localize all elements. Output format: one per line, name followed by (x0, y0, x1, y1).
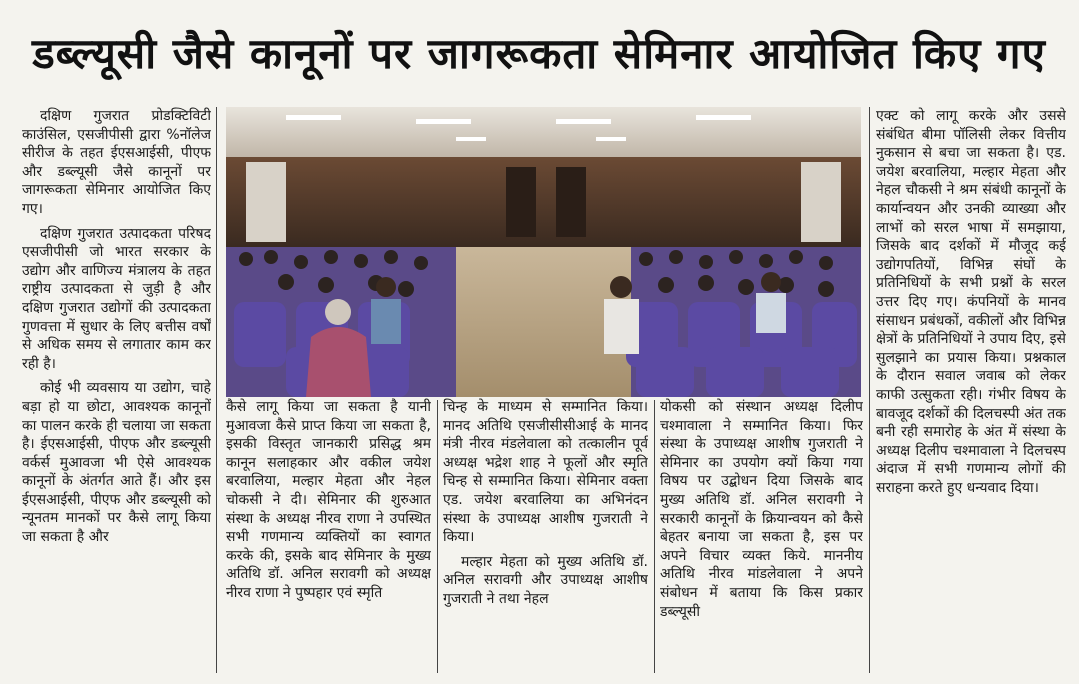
column-divider-left (216, 107, 217, 673)
column-divider-right (869, 107, 870, 673)
col4-paragraph-1: योकसी को संस्थान अध्यक्ष दिलीप चश्मावाला ने सम्मानित किया। फिर संस्था के उपाध्यक्ष आशीष गुजराती ने सेमिनार का उपयोग क्यों किया गया विषय पर उद्बोधन दिया जिसके बाद मुख्य अतिथि डॉ. अनिल सरावगी ने सरकारी कानूनों के क्रियान्वयन को कैसे बेहतर बनाया जा सकता है, इस पर अपने विचार व्यक्त किये. माननीय अतिथि नीरव मांडलेवाला ने अपने संबोधन में बताया कि किस प्रकार डब्ल्यूसी (660, 399, 863, 620)
col3-paragraph-1: चिन्ह के माध्यम से सम्मानित किया। मानद अतिथि एसजीसीसीआई के मानद मंत्री नीरव मंडलेवाला को तत्कालीन पूर्व अध्यक्ष भद्रेश शाह ने फूलों और स्मृति चिन्ह से सम्मानित किया। सेमिनार वक्ता एड. जयेश बरवालिया का अभिनंदन संस्था के उपाध्यक्ष आशीष गुजराती ने किया। (443, 399, 648, 546)
col1-paragraph-2: दक्षिण गुजरात उत्पादकता परिषद एसजीपीसी जो भारत सरकार के उद्योग और वाणिज्य मंत्रालय के तहत राष्ट्रीय उत्पादकता से जुड़ी है और दक्षिण गुजरात उद्योगों की उत्पादकता गुणवत्ता में सुधार के लिए बत्तीस वर्षों से अधिक समय से लगातार काम कर रही है। (22, 225, 211, 372)
article-column-4 (660, 398, 863, 673)
col5-paragraph-1: एक्ट को लागू करके और उससे संबंधित बीमा पॉलिसी लेकर वित्तीय नुकसान से बचा जा सकता है। एड. जयेश बरवालिया, मल्हार मेहता और नेहल चौकसी ने श्रम संबंधी कानूनों के कार्यान्वयन और उनकी व्याख्या और लाभों को सरल भाषा में समझाया, जिसके बाद दर्शकों में मौजूद कई उद्योगपतियों, विभिन्न संघों के प्रतिनिधियों के सभी प्रश्नों के सरल उत्तर दिए गए। कंपनियों के मानव संसाधन प्रबंधकों, वकीलों और विभिन्न क्षेत्रों के प्रतिनिधियों ने उपाय दिए, इसे सुलझाने का प्रयास किया। प्रश्नकाल के दौरान सवाल जवाब को लेकर काफी उत्सुकता रही। गंभीर विषय के बावजूद दर्शकों की दिलचस्पी अंत तक बनी रही समारोह के अंत में संस्था के अध्यक्ष दिलीप चश्मावाला ने दिलचस्प अंदाज में सभी गणमान्य लोगों की सराहना करते हुए धन्यवाद दिया। (876, 108, 1066, 496)
article-column-5 (876, 107, 1066, 673)
col1-paragraph-1: दक्षिण गुजरात प्रोडक्टिविटी काउंसिल, एसजीपीसी द्वारा %नॉलेज सीरीज के तहत ईएसआईसी, पीएफ और डब्ल्यूसी जैसे कानूनों पर जागरूकता सेमिनार आयोजित किए गए। (22, 108, 211, 217)
col1-paragraph-3: कोई भी व्यवसाय या उद्योग, चाहे बड़ा हो या छोटा, आवश्यक कानूनों का पालन करके ही चलाया जा सकता है। ईएसआईसी, पीएफ और डब्ल्यूसी वर्कर्स मुआवजा भी ऐसे आवश्यक कानूनों के अंतर्गत आते हैं। और इस ईएसआईसी, पीएफ और डब्ल्यूसी को न्यूनतम मानकों पर कैसे लागू किया जा सकता है और (22, 380, 211, 546)
col2-paragraph-1: कैसे लागू किया जा सकता है यानी मुआवजा कैसे प्राप्त किया जा सकता है, इसकी विस्तृत जानकारी प्रसिद्ध श्रम कानून सलाहकार और वकील जयेश बरवालिया, मल्हार मेहता और नेहल चोकसी ने दी। सेमिनार की शुरुआत संस्था के अध्यक्ष नीरव राणा ने उपस्थित सभी गणमान्य व्यक्तियों का स्वागत करके की, इसके बाद सेमिनार के मुख्य अतिथि डॉ. अनिल सरावगी को अध्यक्ष नीरव राणा ने पुष्पहार एवं स्मृति (226, 399, 431, 601)
column-divider-3 (654, 400, 655, 673)
article-column-2 (226, 398, 431, 673)
seminar-photo-illustration (226, 107, 861, 397)
col3-paragraph-2: मल्हार मेहता को मुख्य अतिथि डॉ. अनिल सरावगी और उपाध्यक्ष आशीष गुजराती ने तथा नेहल (443, 553, 648, 607)
article-column-3 (443, 398, 648, 673)
article-headline: डब्ल्यूसी जैसे कानूनों पर जागरूकता सेमिनार आयोजित किए गए (32, 29, 1046, 78)
column-divider-2 (437, 400, 438, 673)
seminar-audience-photo (226, 107, 861, 397)
article-column-1 (22, 107, 211, 673)
